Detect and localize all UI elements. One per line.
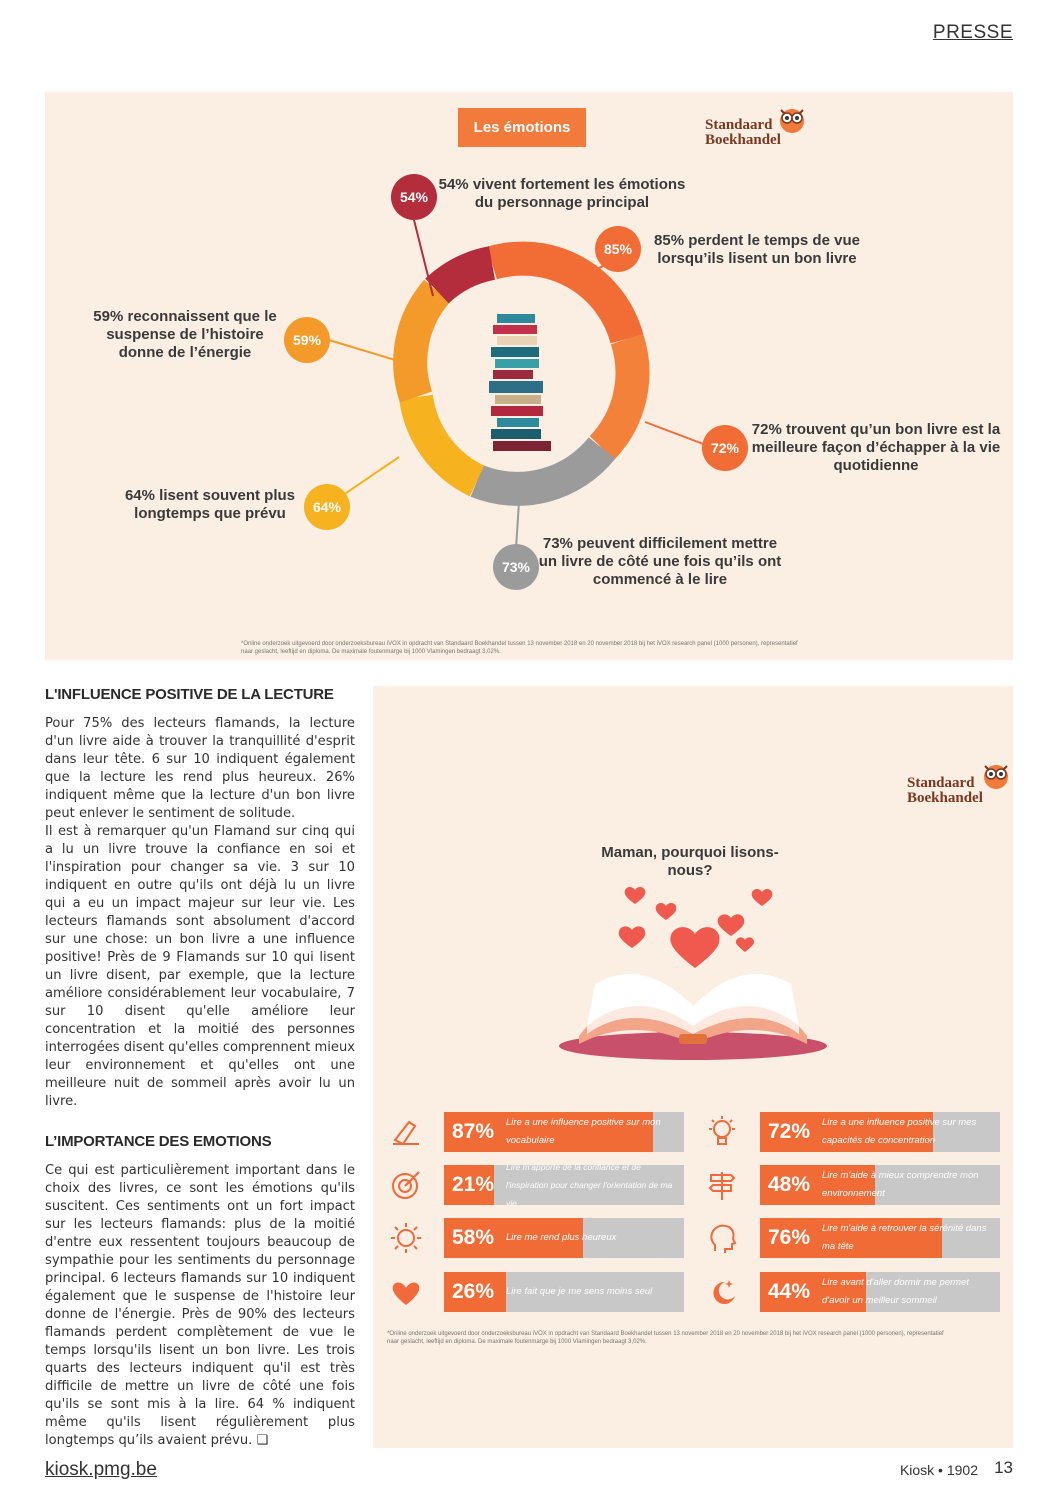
- emotions-infographic: [45, 92, 1013, 660]
- badge-64: 64%: [304, 484, 350, 530]
- brand-line-2: Boekhandel: [705, 132, 781, 148]
- moon-icon: [705, 1276, 739, 1310]
- page-number: 13: [994, 1458, 1013, 1477]
- bar-text: Lire m'aide à retrouver la sérénité dans ma tête: [822, 1223, 987, 1252]
- sun-icon: [389, 1221, 423, 1255]
- bar-percent: 72%: [768, 1120, 811, 1143]
- bar-percent: 76%: [768, 1226, 811, 1249]
- infographic-title: Les émotions: [458, 108, 586, 147]
- article: [45, 686, 355, 1450]
- bar-percent: 26%: [452, 1280, 495, 1303]
- segment-54: [437, 263, 492, 291]
- bar-percent: 48%: [768, 1173, 811, 1196]
- stat-85: 85% perdent le temps de vue lorsqu’ils lisent un bon livre: [654, 232, 860, 267]
- head-icon: [705, 1221, 739, 1255]
- paragraph-2: Il est à remarquer qu'un Flamand sur cinq qui a lu un livre trouve la confiance en soi et l'inspiration pour changer sa vie. 3 sur 10 indiquent en outre qu'ils ont déjà lu un livre qui a eu un impact majeur sur leur vie. Les lecteurs flamands sont absolument d'accord sur une chose: un bon livre a une influence positive! Près de 9 Flamands sur 10 qui lisent un livre disent, par exemple, que la lecture améliore considérablement leur vocabulaire, 7 sur 10 disent qu'elle améliore leur concentration et la moitié des personnes interrogées disent qu'elles comprennent mieux leur environnement et qu'elles ont une meilleure nuit de sommeil après avoir lu un livre.: [45, 824, 355, 1109]
- badge-59: 59%: [284, 317, 330, 363]
- heading-influence: L'INFLUENCE POSITIVE DE LA LECTURE: [45, 686, 334, 703]
- bar-percent: 87%: [452, 1120, 495, 1143]
- stat-bar-happiness: [444, 1218, 684, 1258]
- reasons-infographic: [373, 686, 1013, 1448]
- bar-text: Lire a une influence positive sur mes capacités de concentration: [822, 1117, 977, 1146]
- bar-text: Lire m'aide à mieux comprendre mon environnement: [822, 1170, 979, 1199]
- stat-bar-confidence: [444, 1162, 684, 1208]
- footer-link[interactable]: kiosk.pmg.be: [45, 1459, 157, 1480]
- target-icon: [389, 1168, 423, 1202]
- pen-icon: [389, 1114, 423, 1148]
- stat-59: 59% reconnaissent que le suspense de l’histoire donne de l’énergie: [93, 308, 277, 361]
- stat-64: 64% lisent souvent plus longtemps que prévu: [124, 487, 296, 522]
- heart-icon: [389, 1276, 423, 1310]
- segment-72: [602, 339, 632, 448]
- bar-text: Lire a une influence positive sur mon vocabulaire: [506, 1117, 661, 1146]
- badge-73: 73%: [493, 544, 539, 590]
- question-title: Maman, pourquoi lisons-nous?: [601, 844, 779, 879]
- stat-bar-serenity: [760, 1218, 1000, 1258]
- signpost-icon: [705, 1168, 739, 1202]
- open-book-illustration: [373, 876, 1013, 1276]
- owl-icon: [981, 760, 1011, 790]
- end-mark: ❑: [256, 1433, 269, 1448]
- segment-59: [410, 291, 437, 397]
- badge-72: 72%: [702, 425, 748, 471]
- bar-text: Lire avant d'aller dormir me permet d'avoir un meilleur sommeil: [822, 1277, 970, 1306]
- footer-issue: Kiosk • 1902: [899, 1462, 978, 1478]
- paragraph-1: Pour 75% des lecteurs flamands, la lecture d'un livre aide à trouver la tranquillité d'esprit dans leur tête. 6 sur 10 indiquent également que la lecture les rend plus heureux. 26% indiquent même que la lecture d'un bon livre peut enlever le sentiment de solitude.: [45, 716, 355, 821]
- stat-73: 73% peuvent difficilement mettre un livre de côté une fois qu’ils ont commencé à le lire: [538, 535, 782, 588]
- brand-line-1: Standaard: [907, 775, 975, 791]
- badge-85: 85%: [595, 226, 641, 272]
- footnote-bottom: *Online onderzoek uitgevoerd door onderzoeksbureau iVOX in opdracht van Standaard Boekhandel tussen 13 november 2018 en 20 november 2018 bij het iVOX research panel (1000 personen), representatief naar geslacht, leeftijd en diploma. De maximale foutenmarge bij 1000 Vlamingen bedraagt 3,02%.: [387, 1331, 944, 1345]
- bar-text: Lire m'apporte de la confiance et de l'inspiration pour changer l'orientation de ma vie: [506, 1162, 673, 1208]
- stat-bar-environment: [760, 1165, 1000, 1205]
- heading-emotions: L’IMPORTANCE DES EMOTIONS: [45, 1133, 272, 1150]
- lightbulb-icon: [705, 1114, 739, 1148]
- paragraph-3: Ce qui est particulièrement important dans le choix des livres, ce sont les émotions qu'ils suscitent. Ces sentiments ont un fort impact sur les lecteurs flamands: plus de la moitié d'entre eux ressentent toujours beaucoup de sympathie pour les sentiments du personnage principal. 6 lecteurs flamands sur 10 indiquent également que le suspense de l'histoire leur donne de l'énergie. Près de 90% des lecteurs flamands perdent complètement de vue le temps lorsqu'ils lisent un bon livre. Les trois quarts des lecteurs indiquent qu'il est très difficile de mettre un livre de côté une fois qu'ils se sont mis à la lire. 64 % indiquent même qu'ils lisent régulièrement plus longtemps qu’ils avaient prévu. ❑: [45, 1163, 355, 1448]
- segment-73: [477, 448, 602, 489]
- segment-64: [416, 397, 477, 481]
- stat-54: 54% vivent fortement les émotions du personnage principal: [438, 176, 686, 211]
- bar-percent: 58%: [452, 1226, 495, 1249]
- stat-bar-vocabulary: [444, 1112, 684, 1152]
- book-stack-icon: [489, 314, 551, 451]
- bar-text: Lire me rend plus heureux: [506, 1232, 617, 1243]
- badge-54: 54%: [391, 174, 437, 220]
- footnote-top: *Online onderzoek uitgevoerd door onderzoeksbureau iVOX in opdracht van Standaard Boekhandel tussen 13 november 2018 en 20 november 2018 bij het iVOX research panel (1000 personen), representatief naar geslacht, leeftijd en diploma. De maximale foutenmarge bij 1000 Vlamingen bedraagt 3,02%.: [241, 641, 798, 655]
- hearts-icon: [619, 887, 773, 968]
- brand-line-2: Boekhandel: [907, 790, 983, 806]
- stat-bar-loneliness: [444, 1272, 684, 1312]
- brand-logo-2: [907, 776, 983, 806]
- bar-percent: 21%: [452, 1173, 495, 1196]
- stat-bar-concentration: [760, 1112, 1000, 1152]
- brand-line-1: Standaard: [705, 117, 773, 133]
- section-label: PRESSE: [932, 22, 1013, 43]
- bar-text: Lire fait que je me sens moins seul: [506, 1286, 653, 1297]
- stat-bar-sleep: [760, 1272, 1000, 1312]
- bar-percent: 44%: [768, 1280, 811, 1303]
- stat-72: 72% trouvent qu’un bon livre est la meilleure façon d’échapper à la vie quotidienne: [751, 421, 1001, 474]
